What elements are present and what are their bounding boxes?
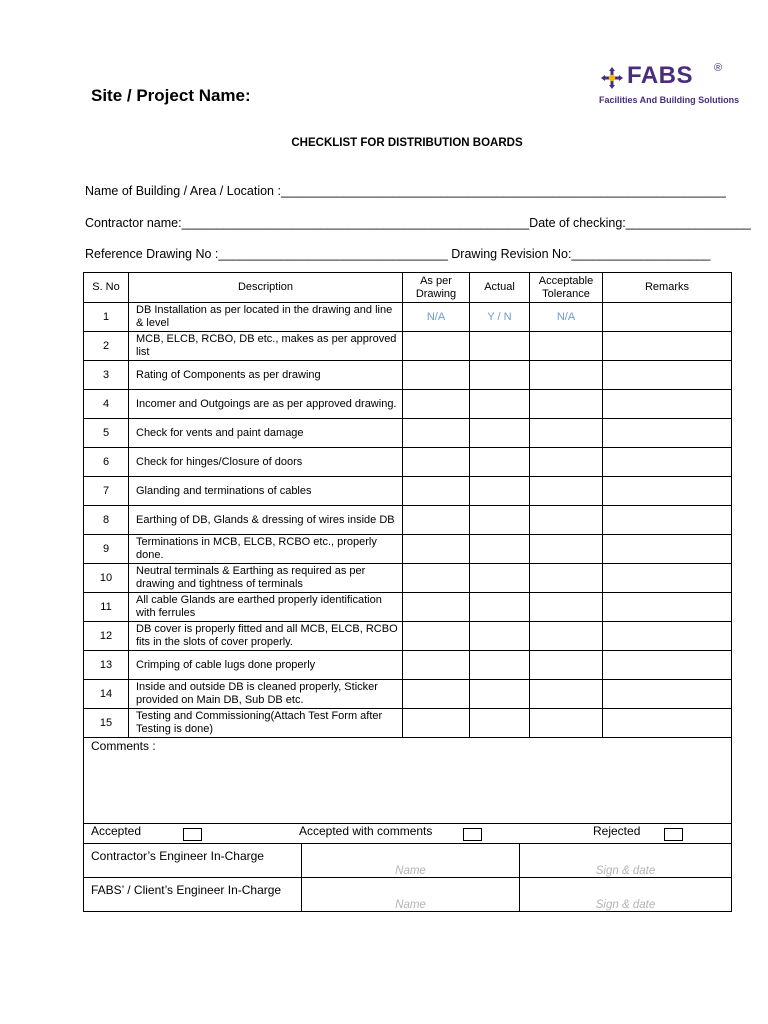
table-header-row	[84, 273, 732, 303]
row-sno: 11	[84, 593, 129, 622]
row-sno: 15	[84, 709, 129, 738]
accepted-checkbox[interactable]	[183, 828, 202, 841]
contractor-signature-row	[84, 844, 732, 878]
fabs-cross-logo-icon	[600, 66, 624, 90]
row-tolerance-cell[interactable]	[530, 506, 603, 535]
row-description: Rating of Components as per drawing	[129, 361, 403, 390]
table-row	[84, 709, 732, 738]
registered-mark: ®	[714, 62, 723, 74]
col-header-actual: Actual	[470, 273, 530, 303]
row-remarks-cell[interactable]	[603, 564, 732, 593]
row-tolerance-cell[interactable]	[530, 477, 603, 506]
row-sno: 5	[84, 419, 129, 448]
row-tolerance-cell[interactable]	[530, 332, 603, 361]
table-row	[84, 593, 732, 622]
row-actual-cell[interactable]	[470, 593, 530, 622]
row-tolerance-cell[interactable]	[530, 622, 603, 651]
reference-drawing-field[interactable]: Reference Drawing No :_________________________________ Drawing Revision No:____________________	[85, 247, 711, 261]
table-row	[84, 332, 732, 361]
row-as-per-drawing-cell[interactable]	[403, 680, 470, 709]
table-row	[84, 506, 732, 535]
row-as-per-drawing-cell[interactable]	[403, 361, 470, 390]
site-project-label: Site / Project Name:	[91, 86, 251, 105]
row-actual-cell[interactable]	[470, 332, 530, 361]
table-row	[84, 535, 732, 564]
row-description: Testing and Commissioning(Attach Test Form after Testing is done)	[129, 709, 403, 738]
row-actual-cell[interactable]	[470, 709, 530, 738]
col-header-description: Description	[129, 273, 403, 303]
client-sign-date-field[interactable]: Sign & date	[520, 878, 732, 912]
row-actual-cell[interactable]	[470, 535, 530, 564]
accepted-with-comments-checkbox[interactable]	[463, 828, 482, 841]
row-tolerance-cell[interactable]	[530, 564, 603, 593]
row-sno: 14	[84, 680, 129, 709]
row-description: Incomer and Outgoings are as per approved drawing.	[129, 390, 403, 419]
row-description: Glanding and terminations of cables	[129, 477, 403, 506]
comments-label: Comments :	[91, 739, 156, 753]
row-remarks-cell[interactable]	[603, 390, 732, 419]
row-description: Check for vents and paint damage	[129, 419, 403, 448]
col-header-remarks: Remarks	[603, 273, 732, 303]
row-remarks-cell[interactable]	[603, 535, 732, 564]
client-signature-row	[84, 878, 732, 912]
row-description: Crimping of cable lugs done properly	[129, 651, 403, 680]
row-as-per-drawing-cell[interactable]: N/A	[403, 303, 470, 332]
row-actual-cell[interactable]	[470, 361, 530, 390]
table-row	[84, 564, 732, 593]
row-tolerance-cell[interactable]	[530, 709, 603, 738]
row-remarks-cell[interactable]	[603, 361, 732, 390]
row-actual-cell[interactable]	[470, 680, 530, 709]
row-description: MCB, ELCB, RCBO, DB etc., makes as per approved list	[129, 332, 403, 361]
row-description: Check for hinges/Closure of doors	[129, 448, 403, 477]
row-remarks-cell[interactable]	[603, 332, 732, 361]
building-area-location-field[interactable]: Name of Building / Area / Location :________________________________________________________________	[85, 184, 726, 198]
row-sno: 1	[84, 303, 129, 332]
logo-tagline: Facilities And Building Solutions	[599, 95, 740, 105]
row-as-per-drawing-cell[interactable]	[403, 564, 470, 593]
row-sno: 6	[84, 448, 129, 477]
table-row	[84, 419, 732, 448]
logo-brand-text: FABS	[627, 62, 694, 89]
row-sno: 13	[84, 651, 129, 680]
row-actual-cell[interactable]	[470, 564, 530, 593]
row-as-per-drawing-cell[interactable]	[403, 651, 470, 680]
row-remarks-cell[interactable]	[603, 622, 732, 651]
table-row	[84, 303, 732, 332]
client-name-field[interactable]: Name	[302, 878, 520, 912]
row-actual-cell[interactable]	[470, 506, 530, 535]
row-as-per-drawing-cell[interactable]	[403, 419, 470, 448]
row-description: DB cover is properly fitted and all MCB, ELCB, RCBO fits in the slots of cover properly.	[129, 622, 403, 651]
rejected-checkbox[interactable]	[664, 828, 683, 841]
row-sno: 4	[84, 390, 129, 419]
row-tolerance-cell[interactable]	[530, 651, 603, 680]
contractor-name-field[interactable]: Name	[302, 844, 520, 878]
table-row	[84, 477, 732, 506]
row-description: Inside and outside DB is cleaned properly, Sticker provided on Main DB, Sub DB etc.	[129, 680, 403, 709]
col-header-as-per-drawing: As per Drawing	[403, 273, 470, 303]
table-row	[84, 622, 732, 651]
contractor-engineer-label: Contractor’s Engineer In-Charge	[84, 844, 302, 878]
row-as-per-drawing-cell[interactable]	[403, 332, 470, 361]
accepted-label: Accepted	[91, 824, 142, 838]
row-remarks-cell[interactable]	[603, 593, 732, 622]
table-row	[84, 361, 732, 390]
row-sno: 7	[84, 477, 129, 506]
fabs-logo	[598, 62, 740, 108]
row-as-per-drawing-cell[interactable]	[403, 593, 470, 622]
contractor-date-field[interactable]: Contractor name:__________________________________________________Date of checking:__________________	[85, 216, 751, 230]
col-header-tolerance: Acceptable Tolerance	[530, 273, 603, 303]
row-remarks-cell[interactable]	[603, 651, 732, 680]
row-actual-cell[interactable]	[470, 651, 530, 680]
row-actual-cell[interactable]	[470, 419, 530, 448]
footer-table	[83, 737, 732, 912]
row-description: Earthing of DB, Glands & dressing of wires inside DB	[129, 506, 403, 535]
row-as-per-drawing-cell[interactable]	[403, 535, 470, 564]
row-as-per-drawing-cell[interactable]	[403, 709, 470, 738]
row-actual-cell[interactable]	[470, 477, 530, 506]
row-actual-cell[interactable]: Y / N	[470, 303, 530, 332]
row-tolerance-cell[interactable]	[530, 419, 603, 448]
row-description: All cable Glands are earthed properly identification with ferrules	[129, 593, 403, 622]
row-tolerance-cell[interactable]: N/A	[530, 303, 603, 332]
row-sno: 12	[84, 622, 129, 651]
table-row	[84, 651, 732, 680]
row-remarks-cell[interactable]	[603, 477, 732, 506]
row-tolerance-cell[interactable]	[530, 680, 603, 709]
row-remarks-cell[interactable]	[603, 448, 732, 477]
row-remarks-cell[interactable]	[603, 303, 732, 332]
accepted-with-comments-label: Accepted with comments	[299, 824, 433, 838]
row-tolerance-cell[interactable]	[530, 390, 603, 419]
table-row	[84, 448, 732, 477]
document-title: CHECKLIST FOR DISTRIBUTION BOARDS	[291, 137, 523, 149]
rejected-label: Rejected	[593, 824, 641, 838]
row-sno: 9	[84, 535, 129, 564]
contractor-sign-date-field[interactable]: Sign & date	[520, 844, 732, 878]
row-tolerance-cell[interactable]	[530, 361, 603, 390]
row-sno: 2	[84, 332, 129, 361]
row-description: Terminations in MCB, ELCB, RCBO etc., properly done.	[129, 535, 403, 564]
row-description: DB Installation as per located in the drawing and line & level	[129, 303, 403, 332]
row-as-per-drawing-cell[interactable]	[403, 622, 470, 651]
row-actual-cell[interactable]	[470, 622, 530, 651]
row-tolerance-cell[interactable]	[530, 593, 603, 622]
table-row	[84, 390, 732, 419]
row-remarks-cell[interactable]	[603, 419, 732, 448]
row-as-per-drawing-cell[interactable]	[403, 390, 470, 419]
client-engineer-label: FABS’ / Client’s Engineer In-Charge	[84, 878, 302, 912]
checklist-table	[83, 272, 732, 738]
row-sno: 10	[84, 564, 129, 593]
row-remarks-cell[interactable]	[603, 709, 732, 738]
row-actual-cell[interactable]	[470, 390, 530, 419]
row-as-per-drawing-cell[interactable]	[403, 448, 470, 477]
row-remarks-cell[interactable]	[603, 506, 732, 535]
comments-box[interactable]	[84, 738, 732, 824]
row-remarks-cell[interactable]	[603, 680, 732, 709]
col-header-sno: S. No	[84, 273, 129, 303]
row-sno: 8	[84, 506, 129, 535]
row-sno: 3	[84, 361, 129, 390]
row-tolerance-cell[interactable]	[530, 448, 603, 477]
row-actual-cell[interactable]	[470, 448, 530, 477]
table-row	[84, 680, 732, 709]
row-description: Neutral terminals & Earthing as required as per drawing and tightness of terminals	[129, 564, 403, 593]
row-as-per-drawing-cell[interactable]	[403, 506, 470, 535]
row-as-per-drawing-cell[interactable]	[403, 477, 470, 506]
row-tolerance-cell[interactable]	[530, 535, 603, 564]
